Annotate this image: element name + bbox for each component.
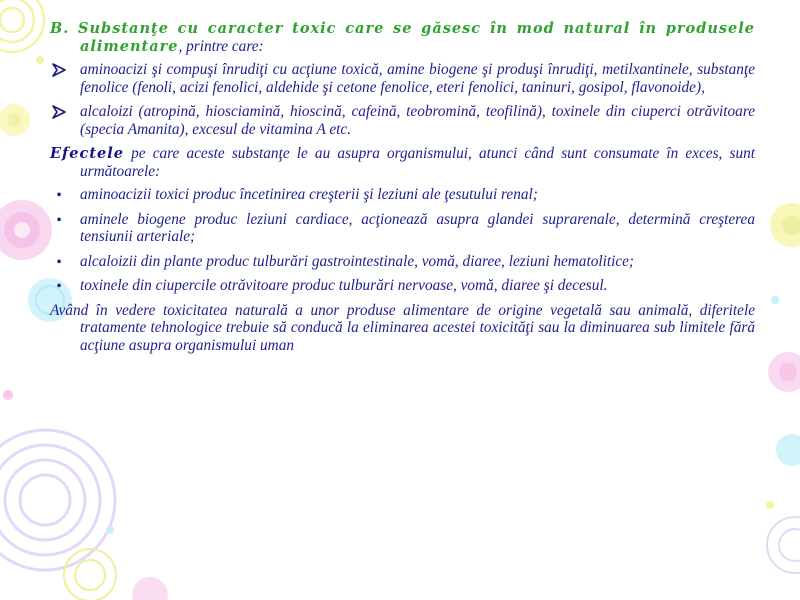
bullet-list-item-text: toxinele din ciupercile otrăvitoare produc tulburări nervoase, vomă, diaree şi decesul.	[80, 277, 608, 294]
arrow-list-item	[50, 103, 755, 138]
arrow-list-item-text: aminoacizi şi compuşi înrudiţi cu acţiune toxică, amine biogene şi produşi înrudiţi, metilxantinele, substanţe fenolice (fenoli, acizi fenolici, aldehide şi cetone fenolice, eteri fenolici, taninuri, gosipol, flavonoide),	[80, 61, 755, 96]
section-heading	[50, 20, 755, 55]
arrow-bullet-icon	[50, 104, 68, 120]
arrow-list-item-text: alcaloizi (atropină, hiosciamină, hioscină, cafeină, teobromină, teofilină), toxinele din ciuperci otrăvitoare (specia Amanita), excesul de vitamina A etc.	[80, 103, 755, 138]
bullet-dot-icon: •	[56, 278, 62, 295]
bullet-list-item-text: aminoacizii toxici produc încetinirea creşterii şi leziuni ale ţesutului renal;	[80, 186, 538, 203]
bullet-list-item	[50, 253, 755, 271]
bullet-list-item	[50, 186, 755, 204]
effects-text: pe care aceste substanţe le au asupra organismului, atunci când sunt consumate în exces, sunt următoarele:	[80, 145, 755, 180]
effects-term: Efectele	[50, 145, 125, 162]
flower-right-pink	[768, 352, 800, 392]
swirl-right-bottom	[767, 517, 800, 573]
sun-bottom-left-yellow	[64, 549, 116, 600]
circle-right-cyan	[776, 434, 800, 466]
flower-left-pink	[0, 200, 52, 260]
flower-left-yellow	[0, 104, 30, 136]
flower-right-yellow	[770, 203, 800, 247]
section-heading-title: B. Substanţe cu caracter toxic care se găsesc în mod natural în produsele alimentare	[50, 20, 755, 55]
bullet-list-item	[50, 277, 755, 295]
arrow-list-item	[50, 61, 755, 96]
spiral-bottom-left-purple	[0, 430, 115, 570]
bullet-list-item-text: aminele biogene produc leziuni cardiace, acţionează asupra glandei suprarenale, determină creşterea tensiunii arteriale;	[80, 210, 755, 245]
section-heading-suffix: , printre care:	[178, 37, 264, 55]
bullet-list-item	[50, 211, 755, 246]
arrow-bullet-icon	[50, 62, 68, 78]
flower-bottom-pink	[132, 577, 168, 600]
swirl-top-left	[0, 0, 44, 52]
bullet-dot-icon: •	[56, 187, 62, 204]
slide-content	[50, 20, 755, 360]
bullet-dot-icon: •	[56, 253, 62, 271]
bullet-list-item-text: alcaloizii din plante produc tulburări gastrointestinale, vomă, diaree, leziuni hematolitice;	[80, 252, 635, 270]
effects-intro	[50, 145, 755, 180]
bullet-dot-icon: •	[56, 211, 62, 229]
conclusion-paragraph: Având în vedere toxicitatea naturală a unor produse alimentare de origine vegetală sau animală, diferitele tratamente tehnologice trebuie să conducă la eliminarea acestei toxicităţi sau la diminuarea sub limitele fără acţiune asupra organismului uman	[50, 301, 755, 354]
